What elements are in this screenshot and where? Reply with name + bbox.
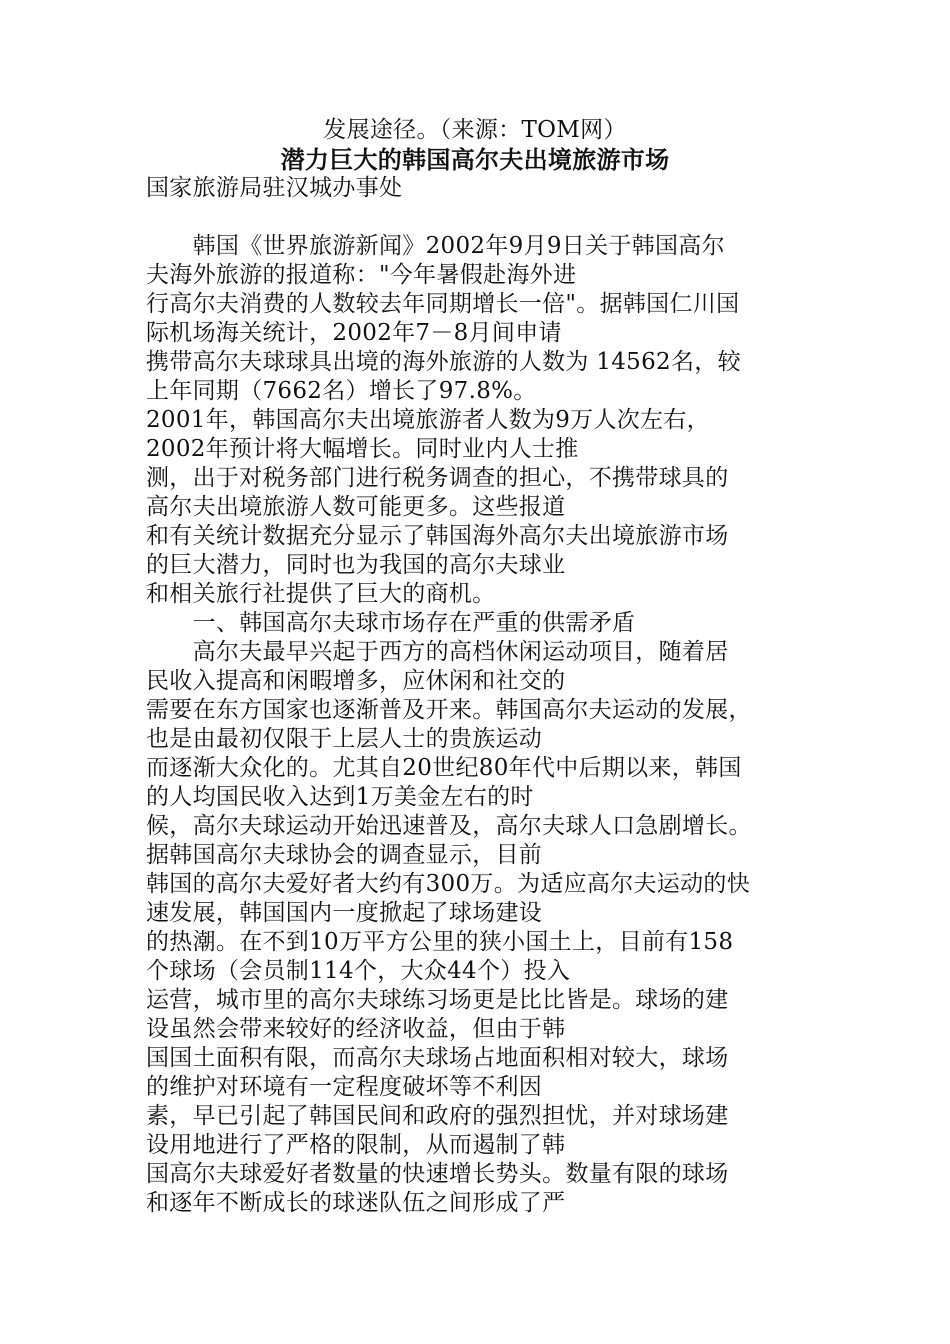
body-line: 韩国《世界旅游新闻》2002年9月9日关于韩国高尔 <box>146 233 725 259</box>
body-line: 速发展，韩国国内一度掀起了球场建设 <box>146 900 543 926</box>
author-line: 国家旅游局驻汉城办事处 <box>146 175 403 201</box>
body-line: 设用地进行了严格的限制，从而遏制了韩 <box>146 1132 566 1158</box>
body-line: 夫海外旅游的报道称："今年暑假赴海外进 <box>146 262 577 288</box>
body-line: 运营，城市里的高尔夫球练习场更是比比皆是。球场的建 <box>146 987 729 1013</box>
body-line: 个球场（会员制114个，大众44个）投入 <box>146 958 571 984</box>
section-heading: 一、韩国高尔夫球市场存在严重的供需矛盾 <box>146 610 636 636</box>
body-line: 和逐年不断成长的球迷队伍之间形成了严 <box>146 1190 566 1216</box>
body-line: 设虽然会带来较好的经济收益，但由于韩 <box>146 1016 566 1042</box>
body-line: 行高尔夫消费的人数较去年同期增长一倍"。据韩国仁川国 <box>146 291 740 317</box>
body-line: 高尔夫出境旅游人数可能更多。这些报道 <box>146 494 566 520</box>
body-line: 际机场海关统计，2002年7－8月间申请 <box>146 320 562 346</box>
body-line: 据韩国高尔夫球协会的调查显示，目前 <box>146 842 543 868</box>
body-line: 而逐渐大众化的。尤其自20世纪80年代中后期以来，韩国 <box>146 755 742 781</box>
body-line: 和相关旅行社提供了巨大的商机。 <box>146 581 496 607</box>
body-line: 韩国的高尔夫爱好者大约有300万。为适应高尔夫运动的快 <box>146 871 750 897</box>
body-line: 2001年，韩国高尔夫出境旅游者人数为9万人次左右， <box>146 407 710 433</box>
body-line: 国高尔夫球爱好者数量的快速增长势头。数量有限的球场 <box>146 1161 729 1187</box>
body-line: 也是由最初仅限于上层人士的贵族运动 <box>146 726 543 752</box>
source-line: 发展途径。（来源：TOM网） <box>323 117 627 143</box>
body-line: 国国土面积有限，而高尔夫球场占地面积相对较大，球场 <box>146 1045 729 1071</box>
body-line: 素，早已引起了韩国民间和政府的强烈担忧，并对球场建 <box>146 1103 729 1129</box>
body-line: 2002年预计将大幅增长。同时业内人士推 <box>146 436 579 462</box>
body-line: 上年同期（7662名）增长了97.8%。 <box>146 378 537 404</box>
body-line: 的人均国民收入达到1万美金左右的时 <box>146 784 534 810</box>
body-line: 和有关统计数据充分显示了韩国海外高尔夫出境旅游市场 <box>146 523 729 549</box>
body-line: 高尔夫最早兴起于西方的高档休闲运动项目，随着居 <box>146 639 729 665</box>
body-line: 携带高尔夫球球具出境的海外旅游的人数为 14562名，较 <box>146 349 741 375</box>
body-line: 民收入提高和闲暇增多，应休闲和社交的 <box>146 668 566 694</box>
body-line: 测，出于对税务部门进行税务调查的担心，不携带球具的 <box>146 465 729 491</box>
article-title: 潜力巨大的韩国高尔夫出境旅游市场 <box>280 145 670 174</box>
body-line: 的维护对环境有一定程度破坏等不利因 <box>146 1074 543 1100</box>
body-line: 的热潮。在不到10万平方公里的狭小国土上，目前有158 <box>146 929 734 955</box>
body-line: 需要在东方国家也逐渐普及开来。韩国高尔夫运动的发展， <box>146 697 752 723</box>
body-line: 的巨大潜力，同时也为我国的高尔夫球业 <box>146 552 566 578</box>
body-line: 候，高尔夫球运动开始迅速普及，高尔夫球人口急剧增长。 <box>146 813 752 839</box>
